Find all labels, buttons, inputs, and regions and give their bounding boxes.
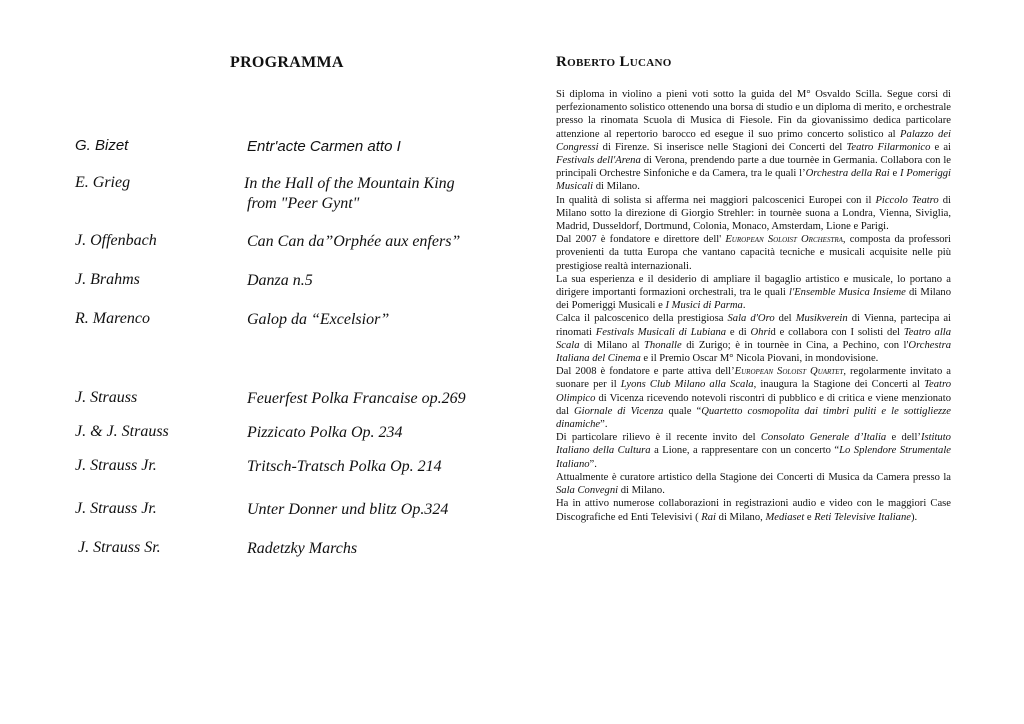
composer-name: J. Strauss Sr. xyxy=(78,539,161,556)
bio-text: di Milano, xyxy=(716,511,766,523)
bio-text: ”. xyxy=(589,458,597,470)
work-title: Feuerfest Polka Francaise op.269 xyxy=(247,390,466,407)
bio-text: ”. xyxy=(600,419,608,431)
bio-text: a Lione, a rappresentare con un concerto “ xyxy=(650,445,840,457)
bio-text: di Milano sotto la direzione di Giorgio Strehler: in tournèe suona a Londra, Vienna, Siviglia, Madrid, Dusseldorf, Dortmund, Colonia, Monaco, Amsterdam, Lione e Parigi. xyxy=(556,194,951,233)
composer-name: J. Strauss xyxy=(75,389,138,406)
bio-text-italic: Giornale di Vicenza xyxy=(574,405,664,417)
bio-text-italic: Quartetto cosmopolita dai timbri puliti e le sottigliezze dinamiche xyxy=(556,405,951,431)
work-title: Galop da “Excelsior” xyxy=(247,311,390,328)
bio-paragraph xyxy=(556,431,951,471)
composer-name: J. Strauss Jr. xyxy=(75,457,157,474)
bio-text: e xyxy=(804,511,815,523)
work-title: Tritsch-Tratsch Polka Op. 214 xyxy=(247,458,442,475)
composer-name: R. Marenco xyxy=(75,310,150,327)
bio-text: Calca il palcoscenico della prestigiosa xyxy=(556,313,728,325)
bio-text: Ha in attivo numerose collaborazioni in registrazioni audio e video con le maggiori Case Discografiche ed Enti Televisivi ( xyxy=(556,498,951,523)
bio-paragraph xyxy=(556,233,951,273)
bio-text: , regolarmente invitato a suonare per il xyxy=(556,366,951,391)
bio-text: di Milano. xyxy=(593,181,640,193)
biography-text xyxy=(556,88,951,524)
bio-paragraph xyxy=(556,312,951,365)
work-title-line: In the Hall of the Mountain King xyxy=(244,175,455,192)
bio-text-italic: Consolato Generale d’Italia xyxy=(760,432,887,444)
bio-text: d e collabora con I solisti del xyxy=(770,326,904,338)
bio-text: Dal 2007 è fondatore e direttore dell' xyxy=(556,234,726,246)
bio-text: Dal 2008 è fondatore e parte attiva dell’ xyxy=(556,366,735,378)
bio-paragraph xyxy=(556,273,951,313)
bio-text-italic: Orchestra della Rai xyxy=(805,168,890,180)
bio-text: , inaugura la Stagione dei Concerti al xyxy=(753,379,925,391)
work-title: Can Can da”Orphée aux enfers” xyxy=(247,233,461,250)
composer-name: G. Bizet xyxy=(75,137,129,154)
work-title: Pizzicato Polka Op. 234 xyxy=(247,424,403,441)
bio-text: di Firenze. Si inserisce nelle Stagioni dei Concerti del xyxy=(598,141,847,153)
bio-text-italic: Sala d'Oro xyxy=(727,313,775,325)
bio-text: In qualità di solista si afferma nei maggiori palcoscenici Europei con il xyxy=(556,194,876,206)
bio-text: Di particolare rilievo è il recente invito del xyxy=(556,432,761,444)
bio-text-italic: Festivals dell'Arena xyxy=(556,155,641,167)
bio-text-italic: Thonalle xyxy=(644,339,682,351)
composer-name: J. Brahms xyxy=(75,271,140,288)
composer-name: J. Strauss Jr. xyxy=(75,500,157,517)
bio-text-italic: Teatro alla Scala xyxy=(556,326,952,351)
bio-text: , composta da professori provenienti da tutta Europa che vantano capacità tecniche e musicali acquisite nelle più prestigiose realtà internazionali. xyxy=(556,234,951,272)
bio-paragraph xyxy=(556,194,951,234)
composer-name: J. & J. Strauss xyxy=(75,423,169,440)
bio-text: e dell’ xyxy=(886,432,921,444)
bio-text-italic: Lo Splendore Strumentale Italiano xyxy=(556,445,951,470)
bio-text-italic: Orchestra Italiana del Cinema xyxy=(556,339,951,365)
bio-text-italic: Musikverein xyxy=(795,313,848,325)
bio-text: di Zurigo; è in tournèe in Cina, a Pechino, con l' xyxy=(681,339,909,351)
work-title-line: from "Peer Gynt" xyxy=(247,195,360,212)
bio-text: La sua esperienza e il desiderio di ampliare il bagaglio artistico e musicale, lo portano a dirigere importanti formazioni orchestrali, tra le quali xyxy=(556,273,951,299)
bio-text-italic: Istituto Italiano della Cultura xyxy=(556,432,951,457)
composer-name: J. Offenbach xyxy=(75,232,157,249)
bio-text: e xyxy=(889,168,900,180)
bio-text-italic: Teatro Olimpico xyxy=(556,379,951,404)
bio-text: Si diploma in violino a pieni voti sotto la guida del M° Osvaldo Scilla. Segue corsi di perfezionamento solistico ottenendo una borsa di studio e un diploma di merito, e orchestrale presso la rinomata Scuola di Musica di Fiesole. Fin da giovanissimo dedica particolare attenzione al repertorio barocco ed esegue il suo primo concerto solistico al xyxy=(556,89,951,140)
bio-text-italic: I Musici di Parma xyxy=(665,300,743,312)
bio-text: ). xyxy=(910,511,918,523)
bio-paragraph xyxy=(556,471,951,497)
bio-text-italic: Rai xyxy=(701,511,716,523)
bio-text-italic: Mediaset xyxy=(765,511,805,523)
composer-name: E. Grieg xyxy=(75,174,131,191)
bio-text-italic: Sala Convegni xyxy=(556,485,619,497)
bio-paragraph xyxy=(556,497,951,523)
work-title: Entr'acte Carmen atto I xyxy=(247,138,401,155)
bio-text-italic: Ohri xyxy=(750,326,771,338)
work-title: Danza n.5 xyxy=(247,272,313,289)
bio-text: di Milano al xyxy=(579,339,645,351)
bio-text-italic: European Soloist Quartet xyxy=(734,366,844,378)
bio-text-italic: Palazzo dei Congressi xyxy=(556,128,951,153)
bio-text-italic: Reti Televisive Italiane xyxy=(814,511,911,523)
bio-text-italic: Lyons Club Milano alla Scala xyxy=(620,379,754,391)
bio-paragraph xyxy=(556,88,951,194)
bio-text: di Vicenza ricevendo notevoli riscontri di pubblico e di critica e viene menzionato dal xyxy=(556,392,951,417)
bio-text: e il Premio Oscar M° Nicola Piovani, in mondovisione. xyxy=(640,353,879,365)
bio-text-italic: European Soloist Orchestra xyxy=(725,234,843,246)
bio-text: di Milano. xyxy=(618,485,665,497)
bio-text: e ai xyxy=(930,141,951,153)
bio-text: di Verona, prendendo parte a due tournèe in Germania. Collabora con le principali Orchestre Sinfoniche e da Camera, tra le quali l’ xyxy=(556,155,952,180)
bio-text-italic: Teatro Filarmonico xyxy=(846,141,931,153)
bio-text: . xyxy=(742,300,746,312)
bio-text-italic: l'Ensemble Musica Insieme xyxy=(789,287,906,299)
bio-text: di Milano dei Pomeriggi Musicali e xyxy=(556,287,951,312)
bio-text-italic: I Pomeriggi Musicali xyxy=(556,168,952,193)
bio-paragraph xyxy=(556,365,951,431)
work-title: Unter Donner und blitz Op.324 xyxy=(247,501,449,518)
bio-text: Attualmente è curatore artistico della Stagione dei Concerti di Musica da Camera presso la xyxy=(556,471,951,483)
bio-text-italic: Piccolo Teatro xyxy=(875,194,939,206)
bio-text: del xyxy=(774,313,796,325)
bio-text-italic: Festivals Musicali di Lubiana xyxy=(595,326,727,338)
bio-text: e di xyxy=(726,326,751,338)
work-title: Radetzky Marchs xyxy=(247,540,358,557)
bio-text: quale “ xyxy=(663,405,702,417)
biography-title: Roberto Lucano xyxy=(556,54,672,70)
programme-title: PROGRAMMA xyxy=(230,54,344,71)
bio-text: di Vienna, partecipa ai rinomati xyxy=(556,313,951,338)
